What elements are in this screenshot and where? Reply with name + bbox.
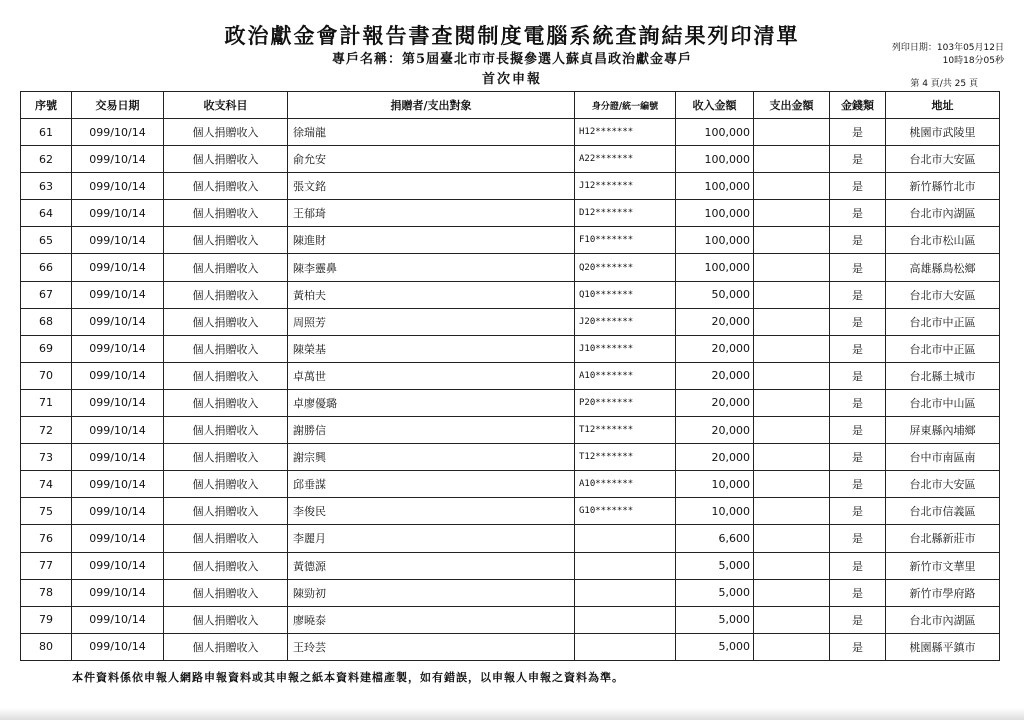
cell-cash: 是 — [830, 552, 886, 579]
cell-expense — [754, 362, 830, 389]
cell-serial: 80 — [21, 633, 72, 660]
cell-donor: 李俊民 — [288, 498, 575, 525]
cell-cash: 是 — [830, 200, 886, 227]
cell-date: 099/10/14 — [72, 254, 164, 281]
cell-serial: 73 — [21, 444, 72, 471]
cell-category: 個人捐贈收入 — [164, 471, 288, 498]
cell-expense — [754, 552, 830, 579]
cell-donor: 陳進財 — [288, 227, 575, 254]
cell-category: 個人捐贈收入 — [164, 362, 288, 389]
cell-address: 台北縣土城市 — [886, 362, 1000, 389]
cell-id: J20******* — [575, 308, 676, 335]
cell-category: 個人捐贈收入 — [164, 444, 288, 471]
cell-income: 10,000 — [676, 471, 754, 498]
cell-address: 桃園縣平鎮市 — [886, 633, 1000, 660]
cell-id: P20******* — [575, 389, 676, 416]
table-row — [21, 498, 1000, 525]
cell-serial: 66 — [21, 254, 72, 281]
cell-cash: 是 — [830, 579, 886, 606]
cell-serial: 79 — [21, 606, 72, 633]
cell-id: A22******* — [575, 146, 676, 173]
report-type: 首次申報 — [481, 72, 542, 87]
cell-id: Q20******* — [575, 254, 676, 281]
cell-expense — [754, 471, 830, 498]
cell-cash: 是 — [830, 633, 886, 660]
cell-id: T12******* — [575, 417, 676, 444]
cell-id — [575, 552, 676, 579]
cell-expense — [754, 606, 830, 633]
cell-income: 20,000 — [676, 417, 754, 444]
cell-income: 20,000 — [676, 362, 754, 389]
cell-category: 個人捐贈收入 — [164, 389, 288, 416]
cell-expense — [754, 579, 830, 606]
cell-cash: 是 — [830, 119, 886, 146]
cell-serial: 67 — [21, 281, 72, 308]
cell-cash: 是 — [830, 308, 886, 335]
table-row — [21, 335, 1000, 362]
cell-address: 台北市松山區 — [886, 227, 1000, 254]
cell-cash: 是 — [830, 498, 886, 525]
cell-id — [575, 579, 676, 606]
cell-category: 個人捐贈收入 — [164, 281, 288, 308]
cell-date: 099/10/14 — [72, 173, 164, 200]
cell-expense — [754, 444, 830, 471]
cell-expense — [754, 173, 830, 200]
table-row — [21, 606, 1000, 633]
cell-date: 099/10/14 — [72, 579, 164, 606]
cell-id: H12******* — [575, 119, 676, 146]
cell-donor: 周照芳 — [288, 308, 575, 335]
col-header-address: 地址 — [886, 92, 1000, 119]
cell-donor: 徐瑞龍 — [288, 119, 575, 146]
cell-expense — [754, 525, 830, 552]
cell-serial: 78 — [21, 579, 72, 606]
cell-expense — [754, 417, 830, 444]
cell-expense — [754, 335, 830, 362]
cell-id — [575, 633, 676, 660]
table-row — [21, 579, 1000, 606]
footer-note: 本件資料係依申報人網路申報資料或其申報之紙本資料建檔產製，如有錯誤，以申報人申報之資料為準。 — [72, 671, 624, 684]
cell-date: 099/10/14 — [72, 227, 164, 254]
col-header-donor: 捐贈者/支出對象 — [288, 92, 575, 119]
cell-income: 100,000 — [676, 227, 754, 254]
cell-cash: 是 — [830, 389, 886, 416]
cell-category: 個人捐贈收入 — [164, 633, 288, 660]
cell-donor: 陳李靈鼻 — [288, 254, 575, 281]
cell-date: 099/10/14 — [72, 389, 164, 416]
cell-category: 個人捐贈收入 — [164, 498, 288, 525]
cell-id: T12******* — [575, 444, 676, 471]
cell-serial: 61 — [21, 119, 72, 146]
cell-cash: 是 — [830, 335, 886, 362]
cell-serial: 76 — [21, 525, 72, 552]
cell-category: 個人捐贈收入 — [164, 308, 288, 335]
cell-expense — [754, 200, 830, 227]
cell-address: 台北市內湖區 — [886, 606, 1000, 633]
cell-donor: 邱垂謀 — [288, 471, 575, 498]
print-time: 10時18分05秒 — [942, 56, 1004, 66]
cell-expense — [754, 308, 830, 335]
cell-expense — [754, 633, 830, 660]
cell-expense — [754, 389, 830, 416]
cell-category: 個人捐贈收入 — [164, 146, 288, 173]
table-row — [21, 417, 1000, 444]
col-header-date: 交易日期 — [72, 92, 164, 119]
cell-address: 新竹市學府路 — [886, 579, 1000, 606]
table-row — [21, 254, 1000, 281]
cell-serial: 77 — [21, 552, 72, 579]
cell-date: 099/10/14 — [72, 200, 164, 227]
cell-donor: 謝勝信 — [288, 417, 575, 444]
col-header-id: 身分證/統一編號 — [575, 92, 676, 119]
cell-cash: 是 — [830, 254, 886, 281]
cell-date: 099/10/14 — [72, 471, 164, 498]
cell-id: J10******* — [575, 335, 676, 362]
cell-category: 個人捐贈收入 — [164, 525, 288, 552]
scan-edge — [0, 708, 1024, 720]
cell-address: 屏東縣內埔鄉 — [886, 417, 1000, 444]
cell-date: 099/10/14 — [72, 444, 164, 471]
table-row — [21, 308, 1000, 335]
cell-serial: 64 — [21, 200, 72, 227]
cell-serial: 75 — [21, 498, 72, 525]
cell-id — [575, 525, 676, 552]
cell-id: J12******* — [575, 173, 676, 200]
cell-income: 100,000 — [676, 119, 754, 146]
cell-donor: 謝宗興 — [288, 444, 575, 471]
cell-donor: 陳勁初 — [288, 579, 575, 606]
cell-income: 100,000 — [676, 254, 754, 281]
cell-serial: 62 — [21, 146, 72, 173]
cell-donor: 黃德源 — [288, 552, 575, 579]
cell-date: 099/10/14 — [72, 552, 164, 579]
cell-expense — [754, 254, 830, 281]
cell-address: 台北市內湖區 — [886, 200, 1000, 227]
cell-donor: 王玲芸 — [288, 633, 575, 660]
cell-income: 50,000 — [676, 281, 754, 308]
cell-cash: 是 — [830, 173, 886, 200]
cell-date: 099/10/14 — [72, 146, 164, 173]
cell-expense — [754, 498, 830, 525]
cell-date: 099/10/14 — [72, 362, 164, 389]
table-row — [21, 200, 1000, 227]
cell-address: 台北市中正區 — [886, 308, 1000, 335]
cell-date: 099/10/14 — [72, 606, 164, 633]
cell-category: 個人捐贈收入 — [164, 200, 288, 227]
cell-date: 099/10/14 — [72, 498, 164, 525]
cell-income: 100,000 — [676, 173, 754, 200]
table-row — [21, 281, 1000, 308]
cell-id: G10******* — [575, 498, 676, 525]
cell-cash: 是 — [830, 146, 886, 173]
cell-serial: 74 — [21, 471, 72, 498]
cell-address: 台北市大安區 — [886, 281, 1000, 308]
cell-category: 個人捐贈收入 — [164, 119, 288, 146]
cell-donor: 卓廖優璐 — [288, 389, 575, 416]
table-row — [21, 471, 1000, 498]
cell-id: A10******* — [575, 471, 676, 498]
page-title: 政治獻金會計報告書查閱制度電腦系統查詢結果列印清單 — [224, 23, 800, 48]
cell-date: 099/10/14 — [72, 417, 164, 444]
cell-id: F10******* — [575, 227, 676, 254]
cell-date: 099/10/14 — [72, 633, 164, 660]
cell-category: 個人捐贈收入 — [164, 552, 288, 579]
cell-income: 20,000 — [676, 444, 754, 471]
cell-cash: 是 — [830, 281, 886, 308]
cell-income: 100,000 — [676, 200, 754, 227]
cell-address: 台北市中正區 — [886, 335, 1000, 362]
cell-cash: 是 — [830, 417, 886, 444]
cell-cash: 是 — [830, 362, 886, 389]
cell-donor: 王郁琦 — [288, 200, 575, 227]
cell-category: 個人捐贈收入 — [164, 606, 288, 633]
cell-expense — [754, 281, 830, 308]
cell-cash: 是 — [830, 471, 886, 498]
cell-cash: 是 — [830, 227, 886, 254]
cell-address: 桃園市武陵里 — [886, 119, 1000, 146]
cell-cash: 是 — [830, 444, 886, 471]
table-row — [21, 362, 1000, 389]
cell-income: 5,000 — [676, 606, 754, 633]
table-row — [21, 389, 1000, 416]
table-row — [21, 633, 1000, 660]
cell-income: 5,000 — [676, 633, 754, 660]
cell-id: A10******* — [575, 362, 676, 389]
cell-serial: 65 — [21, 227, 72, 254]
cell-id — [575, 606, 676, 633]
cell-donor: 李麗月 — [288, 525, 575, 552]
cell-date: 099/10/14 — [72, 525, 164, 552]
cell-date: 099/10/14 — [72, 119, 164, 146]
cell-address: 台北縣新莊市 — [886, 525, 1000, 552]
cell-donor: 俞允安 — [288, 146, 575, 173]
cell-expense — [754, 119, 830, 146]
cell-income: 20,000 — [676, 389, 754, 416]
print-date: 列印日期：103年05月12日 — [891, 43, 1004, 53]
col-header-income: 收入金額 — [676, 92, 754, 119]
cell-address: 台北市信義區 — [886, 498, 1000, 525]
cell-date: 099/10/14 — [72, 335, 164, 362]
cell-cash: 是 — [830, 525, 886, 552]
cell-serial: 71 — [21, 389, 72, 416]
col-header-category: 收支科目 — [164, 92, 288, 119]
page-info: 第 4 頁/共 25 頁 — [910, 79, 978, 89]
col-header-cash: 金錢類 — [830, 92, 886, 119]
cell-category: 個人捐贈收入 — [164, 335, 288, 362]
table-row — [21, 552, 1000, 579]
cell-address: 高雄縣鳥松鄉 — [886, 254, 1000, 281]
cell-date: 099/10/14 — [72, 281, 164, 308]
cell-address: 新竹市文華里 — [886, 552, 1000, 579]
cell-donor: 卓萬世 — [288, 362, 575, 389]
cell-category: 個人捐贈收入 — [164, 254, 288, 281]
table-row — [21, 146, 1000, 173]
cell-cash: 是 — [830, 606, 886, 633]
table-header-row — [21, 92, 1000, 119]
table-row — [21, 444, 1000, 471]
table-row — [21, 227, 1000, 254]
table-row — [21, 173, 1000, 200]
cell-income: 100,000 — [676, 146, 754, 173]
donation-table — [20, 91, 1000, 661]
cell-serial: 70 — [21, 362, 72, 389]
cell-address: 台北市大安區 — [886, 471, 1000, 498]
col-header-expense: 支出金額 — [754, 92, 830, 119]
table-row — [21, 119, 1000, 146]
cell-income: 20,000 — [676, 308, 754, 335]
account-name: 專戶名稱：第5屆臺北市市長擬參選人蘇貞昌政治獻金專戶 — [331, 52, 693, 67]
cell-serial: 63 — [21, 173, 72, 200]
table-row — [21, 525, 1000, 552]
cell-income: 5,000 — [676, 552, 754, 579]
cell-income: 5,000 — [676, 579, 754, 606]
cell-expense — [754, 227, 830, 254]
cell-category: 個人捐贈收入 — [164, 227, 288, 254]
cell-donor: 黃柏夫 — [288, 281, 575, 308]
cell-expense — [754, 146, 830, 173]
cell-serial: 72 — [21, 417, 72, 444]
cell-donor: 陳榮基 — [288, 335, 575, 362]
cell-category: 個人捐贈收入 — [164, 417, 288, 444]
cell-category: 個人捐贈收入 — [164, 173, 288, 200]
col-header-serial: 序號 — [21, 92, 72, 119]
cell-income: 10,000 — [676, 498, 754, 525]
cell-serial: 69 — [21, 335, 72, 362]
cell-income: 6,600 — [676, 525, 754, 552]
cell-donor: 張文銘 — [288, 173, 575, 200]
cell-donor: 廖曉泰 — [288, 606, 575, 633]
cell-serial: 68 — [21, 308, 72, 335]
cell-address: 台北市大安區 — [886, 146, 1000, 173]
cell-address: 台中市南區南 — [886, 444, 1000, 471]
cell-id: D12******* — [575, 200, 676, 227]
print-info — [892, 42, 1004, 68]
cell-address: 新竹縣竹北市 — [886, 173, 1000, 200]
cell-date: 099/10/14 — [72, 308, 164, 335]
cell-income: 20,000 — [676, 335, 754, 362]
cell-address: 台北市中山區 — [886, 389, 1000, 416]
cell-category: 個人捐贈收入 — [164, 579, 288, 606]
cell-id: Q10******* — [575, 281, 676, 308]
